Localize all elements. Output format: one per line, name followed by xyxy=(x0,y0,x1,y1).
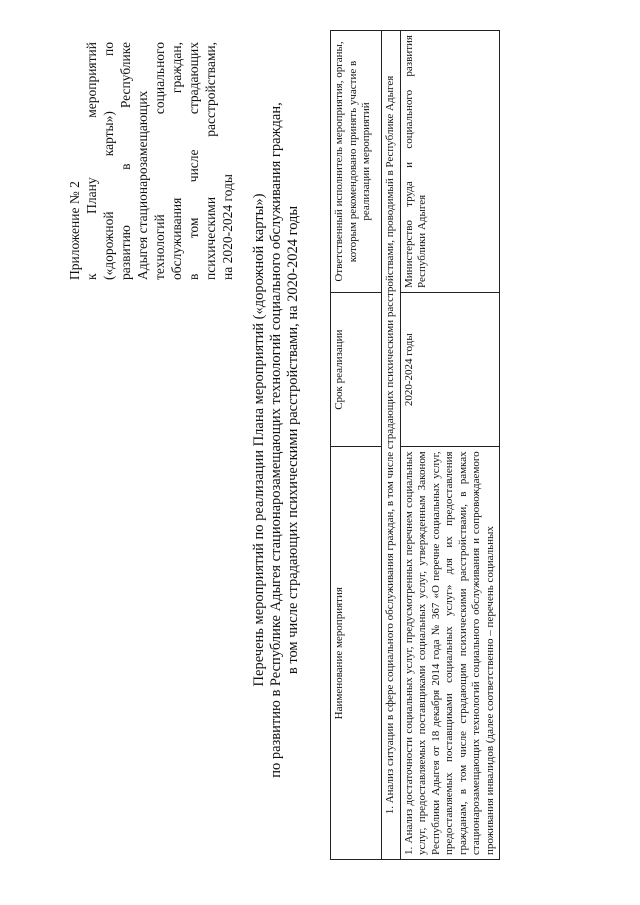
appendix-word: Плану xyxy=(84,177,99,214)
appendix-line xyxy=(202,42,219,280)
appendix-word: на 2020-2024 годы xyxy=(220,174,235,280)
appendix-line xyxy=(117,42,134,280)
appendix-line xyxy=(168,42,185,280)
appendix-word: психическими xyxy=(203,196,218,280)
appendix-word: («дорожной xyxy=(101,211,116,280)
appendix-word: Адыгея стационарозамещающих xyxy=(135,90,150,280)
measures-table xyxy=(330,30,500,860)
table-header-row xyxy=(331,31,382,860)
title-line-3: в том числе страдающих психическими расстройствами, на 2020-2024 годы xyxy=(285,205,301,675)
appendix-word: развитию xyxy=(118,225,133,280)
appendix-word: технологий xyxy=(152,214,167,280)
table-row xyxy=(400,31,500,860)
appendix-word: социального xyxy=(152,42,167,115)
appendix-line xyxy=(151,42,168,280)
appendix-word: мероприятий xyxy=(84,42,99,118)
appendix-word: карты») xyxy=(101,111,116,157)
appendix-line xyxy=(185,42,202,280)
rotated-content xyxy=(18,20,638,880)
document-title xyxy=(251,40,302,840)
appendix-word: к xyxy=(84,273,99,280)
appendix-word: в xyxy=(118,163,133,170)
measure-name: 1. Анализ достаточности социальных услуг, предусмотренных перечнем социальных услуг, предоставляемых поставщиками социальных услуг, утвержденным Законом Республики Адыгея от 18 декабря 2014 года № 367 «О перечне социальных услуг, предоставляемых поставщиками социальных услуг» для их предоставления гражданам, в том числе страдающим психическими расстройствами, в рамках стационарозамещающих технологий социального обслуживания и сопровождаемого проживания инвалидов (далее соответственно – перечень социальных xyxy=(400,447,500,860)
appendix-word: том xyxy=(186,217,201,239)
header-executor: Ответственный исполнитель мероприятия, органы, которым рекомендовано принять участие в реализации мероприятий xyxy=(331,31,382,293)
appendix-line xyxy=(219,42,236,280)
appendix-line xyxy=(83,42,100,280)
appendix-line xyxy=(66,42,83,280)
header-term: Срок реализации xyxy=(331,292,382,446)
appendix-word: обслуживания xyxy=(169,197,184,280)
appendix-block xyxy=(66,42,236,280)
appendix-word: в xyxy=(186,273,201,280)
header-name: Наименование мероприятия xyxy=(331,447,382,860)
title-line-2: по развитию в Республике Адыгея стационарозамещающих технологий социального обслуживания граждан, xyxy=(268,102,284,778)
title-line-1: Перечень мероприятий по реализации Плана мероприятий («дорожной карты») xyxy=(251,193,267,687)
appendix-line xyxy=(134,42,151,280)
appendix-word: Приложение № 2 xyxy=(67,181,82,280)
appendix-word: граждан, xyxy=(169,42,184,94)
appendix-line xyxy=(100,42,117,280)
measure-executor: Министерство труда и социального развития Республики Адыгея xyxy=(400,31,500,293)
appendix-word: числе xyxy=(186,149,201,183)
appendix-word: расстройствами, xyxy=(203,42,218,137)
section-title: 1. Анализ ситуации в сфере социального обслуживания граждан, в том числе страдающих психическими расстройствами, проводимый в Республике Адыгея xyxy=(382,31,401,860)
appendix-word: Республике xyxy=(118,42,133,109)
measure-term: 2020-2024 годы xyxy=(400,292,500,446)
appendix-word: страдающих xyxy=(186,42,201,115)
section-row xyxy=(382,31,401,860)
appendix-word: по xyxy=(101,42,116,56)
